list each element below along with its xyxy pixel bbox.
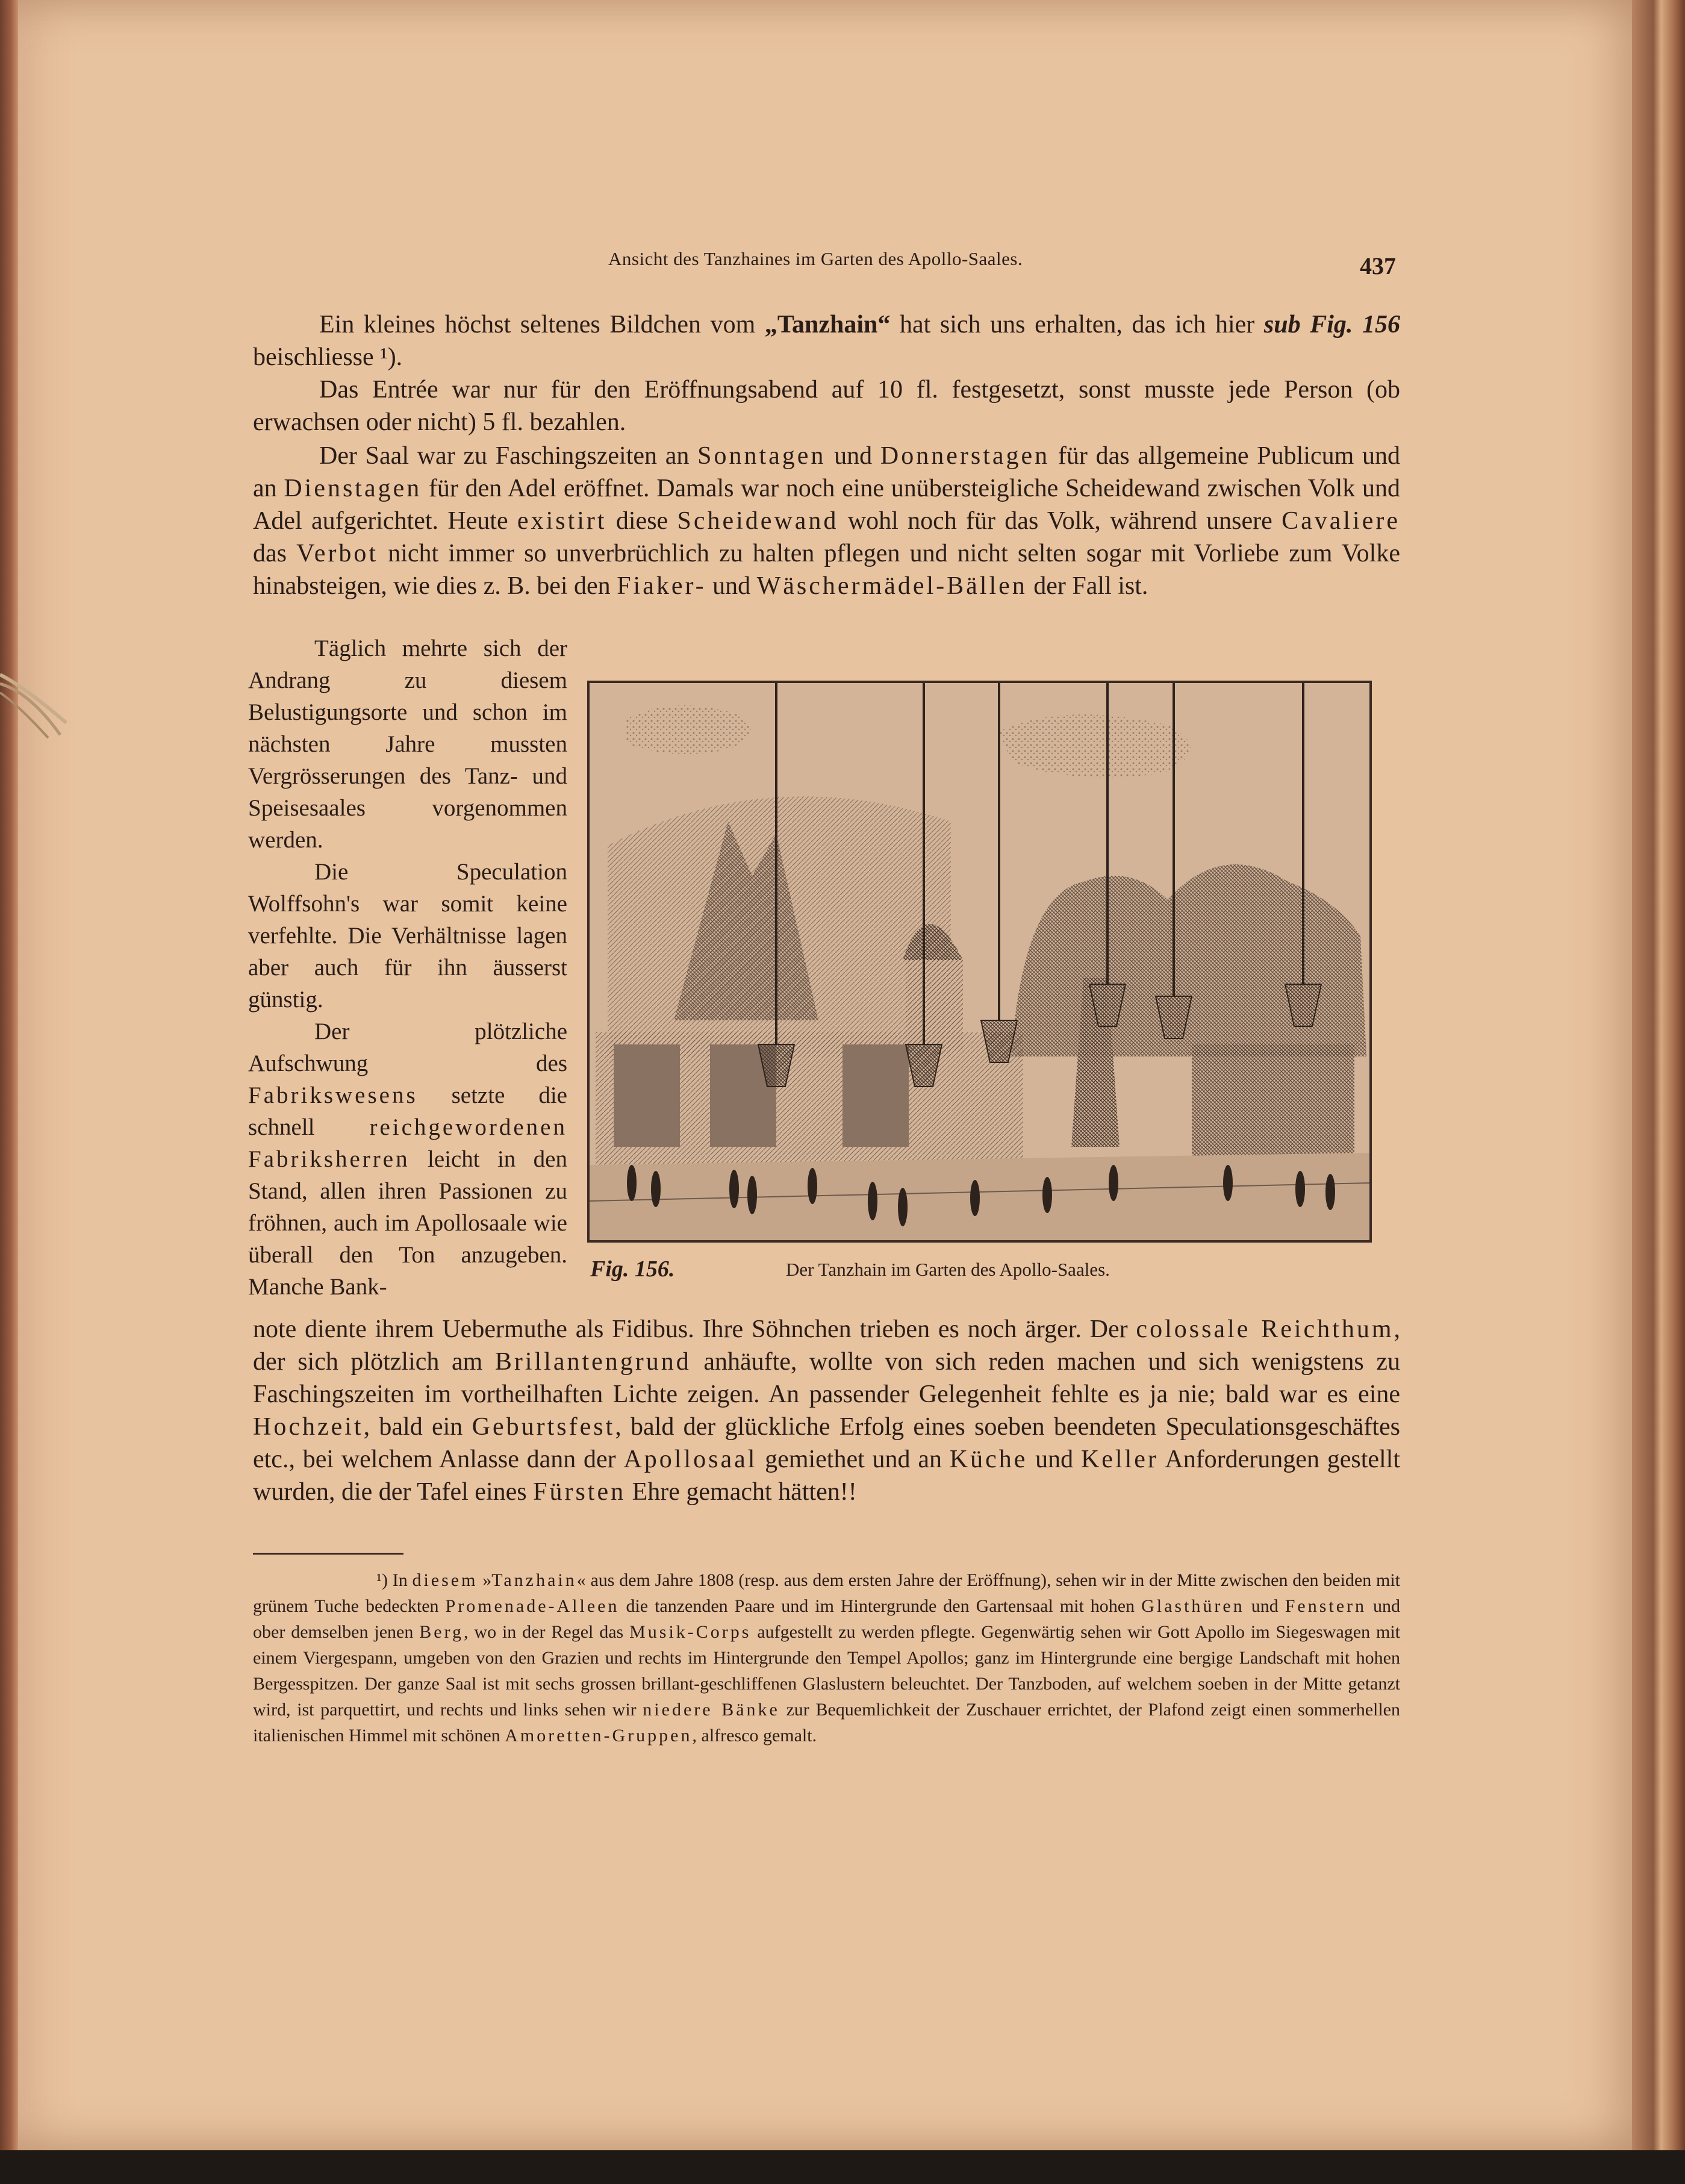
page-left-edge	[0, 0, 18, 2150]
engraving-illustration	[590, 683, 1369, 1240]
binding-thread	[0, 651, 72, 741]
paragraph-2: Das Entrée war nur für den Eröffnungsabend auf 10 fl. festgesetzt, sonst musste jede Person (ob erwachsen oder nicht) 5 fl. bezahlen.	[253, 376, 1400, 436]
side-paragraph-2: Die Speculation Wolffsohn's war somit keine verfehlte. Die Verhältnisse lagen aber auch für ihn äusserst günstig.	[248, 859, 567, 1012]
paragraph-4: note diente ihrem Uebermuthe als Fidibus. Ihre Söhnchen trieben es noch ärger. Der colossale Reichthum, der sich plötzlich am Brillantengrund anhäufte, wollte von sich reden machen und sich wenigstens zu Faschingszeiten im vortheilhaften Lichte zeigen. An passender Gelegenheit fehlte es ja nie; bald war es eine Hochzeit, bald ein Geburtsfest, bald der glückliche Erfolg eines soeben beendeten Speculationsgeschäftes etc., bei welchem Anlasse dann der Apollosaal gemiethet und an Küche und Keller Anforderungen gestellt wurden, die der Tafel eines Fürsten Ehre gemacht hätten!!	[253, 1315, 1401, 1506]
footnote-rule	[253, 1553, 403, 1555]
figure-label: Fig. 156.	[590, 1256, 675, 1282]
side-paragraph-1: Täglich mehrte sich der Andrang zu diesem Belustigungsorte und schon im nächsten Jahre mussten Vergrösserungen des Tanz- und Speisesaales vorgenommen werden.	[248, 635, 567, 853]
paragraph-1: Ein kleines höchst seltenes Bildchen vom „Tanzhain“ hat sich uns erhalten, das ich hier sub Fig. 156 beischliesse ¹).	[253, 311, 1401, 371]
page-number: 437	[1360, 252, 1396, 279]
figure-caption: Der Tanzhain im Garten des Apollo-Saales.	[786, 1259, 1110, 1280]
running-title: Ansicht des Tanzhaines im Garten des Apollo-Saales.	[608, 248, 1023, 269]
side-paragraph-3: Der plötzliche Aufschwung des Fabrikswesens setzte die schnell reichgewordenen Fabriksherren leicht in den Stand, allen ihren Passionen zu fröhnen, auch im Apollosaale wie überall den Ton anzugeben. Manche Bank-	[248, 1019, 567, 1300]
paragraph-3: Der Saal war zu Faschingszeiten an Sonntagen und Donnerstagen für das allgemeine Publicum und an Dienstagen für den Adel eröffnet. Damals war noch eine unübersteigliche Scheidewand zwischen Volk und Adel aufgerichtet. Heute existirt diese Scheidewand wohl noch für das Volk, während unsere Cavaliere das Verbot nicht immer so unverbrüchlich zu halten pflegen und nicht selten sogar mit Vorliebe zum Volke hinabsteigen, wie dies z. B. bei den Fiaker- und Wäschermädel-Bällen der Fall ist.	[253, 442, 1400, 600]
page-right-edge	[1632, 0, 1685, 2150]
scan-bottom-strip	[0, 2150, 1685, 2184]
figure-tanzhain-illustration	[587, 681, 1372, 1243]
footnote: ¹) In diesem »Tanzhain« aus dem Jahre 1808 (resp. aus dem ersten Jahre der Eröffnung), sehen wir in der Mitte zwischen den beiden mit grünem Tuche bedeckten Promenade-Alleen die tanzenden Paare und im Hintergrunde den Gartensaal mit hohen Glasthüren und Fenstern und ober demselben jenen Berg, wo in der Regel das Musik-Corps aufgestellt zu werden pflegte. Gegenwärtig sehen wir Gott Apollo im Siegeswagen mit einem Viergespann, umgeben von den Grazien und rechts im Hintergrunde den Tempel Apollos; ganz im Hintergrunde eine bergige Landschaft mit hohen Bergesspitzen. Der ganze Saal ist mit sechs grossen brillant-geschliffenen Glaslustern beleuchtet. Der Tanzboden, auf welchem soeben in der Mitte getanzt wird, ist parquettirt, und rechts und links sehen wir niedere Bänke zur Bequemlichkeit der Zuschauer errichtet, der Plafond zeigt einen sommerhellen italienischen Himmel mit schönen Amoretten-Gruppen, alfresco gemalt.	[253, 1570, 1401, 1746]
side-column	[248, 632, 567, 1303]
